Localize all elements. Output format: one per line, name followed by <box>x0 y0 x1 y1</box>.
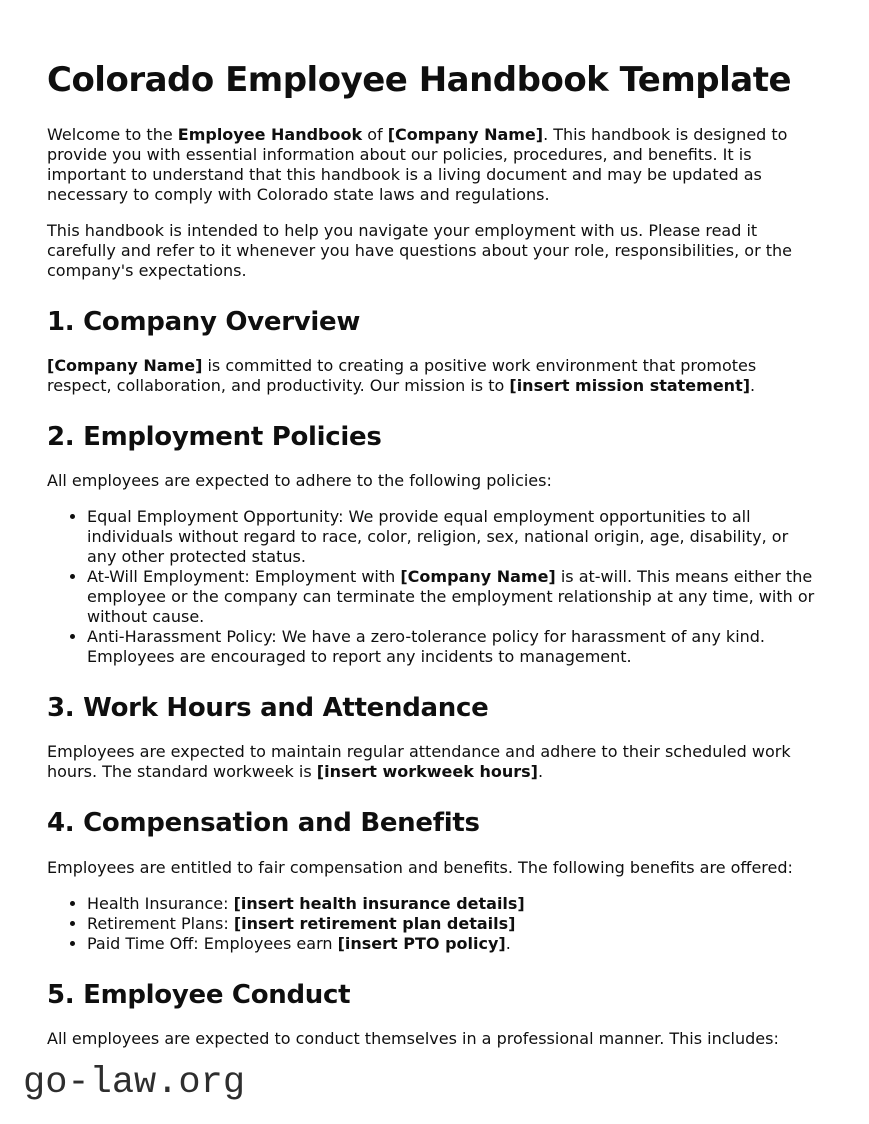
intro-paragraph-1: Welcome to the Employee Handbook of [Company Name]. This handbook is designed to provide you with essential information about our policies, procedures, and benefits. It is important to understand that this handbook is a living document and may be updated as necessary to comply with Colorado state laws and regulations. <box>47 124 788 204</box>
section-4-bullet-3: • Paid Time Off: Employees earn [insert PTO policy]. <box>87 934 820 954</box>
watermark-text: go-law.org <box>23 1062 246 1104</box>
section-5-paragraph: All employees are expected to conduct themselves in a professional manner. This includes: <box>47 1028 779 1048</box>
section-4-heading: 4. Compensation and Benefits <box>47 808 480 839</box>
section-3-paragraph: Employees are expected to maintain regular attendance and adhere to their scheduled work hours. The standard workweek is [insert workweek hours]. <box>47 742 791 782</box>
section-2-bullet-3: • Anti-Harassment Policy: We have a zero-tolerance policy for harassment of any kind. Employees are encouraged to report any incidents to management. <box>87 627 820 667</box>
section-2-bullet-1: • Equal Employment Opportunity: We provide equal employment opportunities to all individuals without regard to race, color, religion, sex, national origin, age, disability, or any other protected status. <box>87 507 820 567</box>
section-4-bullet-2: • Retirement Plans: [insert retirement plan details] <box>87 914 820 934</box>
section-1-paragraph: [Company Name] is committed to creating a positive work environment that promotes respect, collaboration, and productivity. Our mission is to [insert mission statement]. <box>47 355 757 395</box>
section-5-heading: 5. Employee Conduct <box>47 979 351 1010</box>
section-2-bullet-2: • At-Will Employment: Employment with [Company Name] is at-will. This means either the employee or the company can terminate the employment relationship at any time, with or without cause. <box>87 567 820 627</box>
section-4-bullet-1: • Health Insurance: [insert health insurance details] <box>87 894 820 914</box>
section-4-paragraph: Employees are entitled to fair compensation and benefits. The following benefits are offered: <box>47 857 793 877</box>
section-2-heading: 2. Employment Policies <box>47 421 382 452</box>
section-4-bullet-list <box>47 894 820 954</box>
page-title: Colorado Employee Handbook Template <box>47 60 792 100</box>
intro-paragraph-2: This handbook is intended to help you navigate your employment with us. Please read it carefully and refer to it whenever you have questions about your role, responsibilities, or the company's expectations. <box>47 220 792 280</box>
section-2-bullet-list <box>47 507 820 667</box>
section-2-paragraph: All employees are expected to adhere to the following policies: <box>47 471 552 491</box>
section-3-heading: 3. Work Hours and Attendance <box>47 693 489 724</box>
section-1-heading: 1. Company Overview <box>47 306 361 337</box>
